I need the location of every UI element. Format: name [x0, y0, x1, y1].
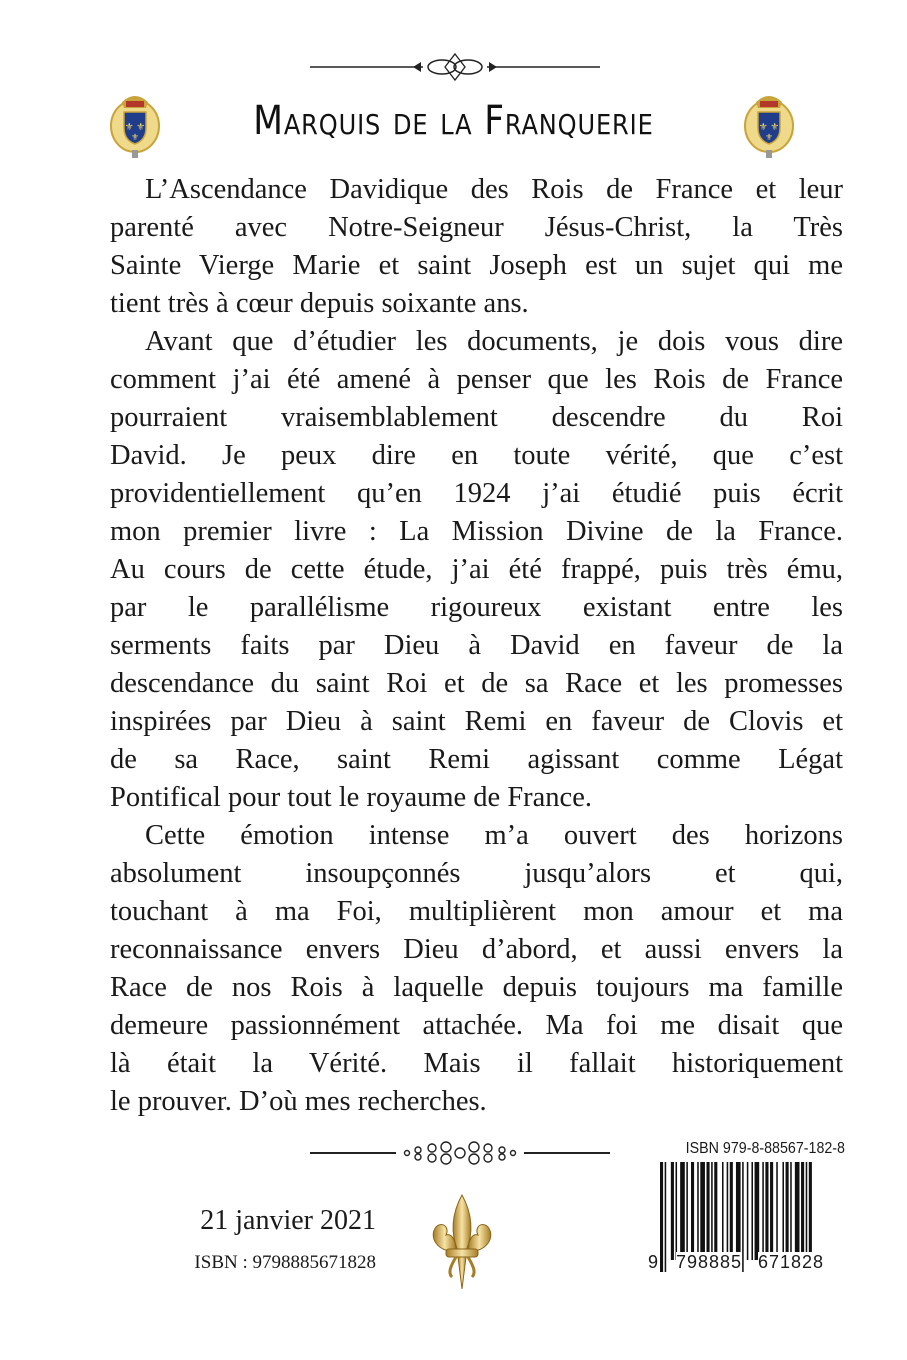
barcode-bar [755, 1162, 760, 1260]
barcode-bar [806, 1162, 808, 1260]
barcode-bar [776, 1162, 778, 1260]
text-line: Race de nos Rois à laquelle depuis toujours ma famille [110, 972, 843, 1003]
fleur-de-lis-icon [428, 1193, 496, 1293]
text-line: providentiellement qu’en 1924 j’ai étudié puis écrit [110, 478, 843, 509]
barcode-bar [770, 1162, 773, 1260]
barcode-bar [747, 1162, 749, 1260]
text-line: touchant à ma Foi, multiplièrent mon amour et ma [110, 896, 843, 927]
royal-crest-icon-right [742, 86, 796, 162]
barcode-bar [765, 1162, 768, 1260]
text-line: tient très à cœur depuis soixante ans. [110, 288, 529, 319]
svg-text:⚜: ⚜ [130, 132, 140, 142]
barcode-bar [700, 1162, 705, 1260]
text-line: David. Je peux dire en toute vérité, que c’est [110, 440, 843, 471]
svg-text:⚜ ⚜: ⚜ ⚜ [758, 122, 780, 133]
text-line: demeure passionnément attachée. Ma foi me disait que [110, 1010, 843, 1041]
barcode-bar [691, 1162, 694, 1260]
barcode-bar [801, 1162, 804, 1260]
text-line: Avant que d’étudier les documents, je dois vous dire [145, 326, 843, 357]
barcode-bar [665, 1162, 667, 1272]
barcode-bar [751, 1162, 753, 1260]
barcode-bar [714, 1162, 717, 1260]
barcode-bar [686, 1162, 688, 1260]
barcode-isbn-label: ISBN 979-8-88567-182-8 [685, 1140, 845, 1157]
text-line: reconnaissance envers Dieu d’abord, et aussi envers la [110, 934, 843, 965]
text-line: de sa Race, saint Remi agissant comme Légat [110, 744, 843, 775]
ornament-divider-bottom [308, 1138, 612, 1168]
barcode-bar [697, 1162, 699, 1260]
barcode-bar [660, 1162, 663, 1272]
barcode-bar [782, 1162, 784, 1260]
svg-text:⚜ ⚜: ⚜ ⚜ [124, 122, 146, 133]
text-line: parenté avec Notre-Seigneur Jésus-Christ, la Très [110, 212, 843, 243]
text-line: Sainte Vierge Marie et saint Joseph est un sujet qui me [110, 250, 843, 281]
text-line: inspirées par Dieu à saint Remi en faveur de Clovis et [110, 706, 843, 737]
text-line: par le parallélisme rigoureux existant entre les [110, 592, 843, 623]
svg-text:⚜: ⚜ [764, 132, 774, 142]
barcode-bar [722, 1162, 724, 1260]
barcode-bar [676, 1162, 678, 1260]
barcode-bar [727, 1162, 729, 1260]
barcode-bar [762, 1162, 764, 1260]
text-line: absolument insoupçonnés jusqu’alors et qui, [110, 858, 843, 889]
barcode-bar [671, 1162, 674, 1260]
text-line: là était la Vérité. Mais il fallait historiquement [110, 1048, 843, 1079]
date: 21 janvier 2021 [200, 1205, 376, 1236]
barcode-bar [790, 1162, 792, 1260]
royal-crest-icon-left [108, 86, 162, 162]
isbn-text: ISBN : 9798885671828 [194, 1252, 376, 1273]
barcode-bar [786, 1162, 789, 1260]
barcode-bar [711, 1162, 713, 1260]
text-line: Pontifical pour tout le royaume de France. [110, 782, 592, 813]
text-line: pourraient vraisemblablement descendre du Roi [110, 402, 843, 433]
barcode-bar [742, 1162, 744, 1272]
barcode-bar [795, 1162, 800, 1260]
text-line: le prouver. D’où mes recherches. [110, 1086, 487, 1117]
text-line: Au cours de cette étude, j’ai été frappé, puis très ému, [110, 554, 843, 585]
text-line: serments faits par Dieu à David en faveur de la [110, 630, 843, 661]
barcode-group-1: 798885 [676, 1252, 743, 1272]
author-title: Marquis de la Franquerie [253, 98, 654, 144]
ornament-divider-top [305, 52, 605, 82]
barcode-bar [680, 1162, 685, 1260]
text-line: L’Ascendance Davidique des Rois de France et leur [145, 174, 843, 205]
text-line: mon premier livre : La Mission Divine de la France. [110, 516, 843, 547]
text-line: descendance du saint Roi et de sa Race et les promesses [110, 668, 843, 699]
text-line: comment j’ai été amené à penser que les Rois de France [110, 364, 843, 395]
back-cover-text [110, 171, 843, 1121]
barcode-bar [730, 1162, 733, 1260]
barcode-first-digit: 9 [648, 1252, 659, 1272]
barcode-bar [707, 1162, 710, 1260]
text-line: Cette émotion intense m’a ouvert des horizons [145, 820, 843, 851]
barcode-group-2: 671828 [758, 1252, 825, 1272]
